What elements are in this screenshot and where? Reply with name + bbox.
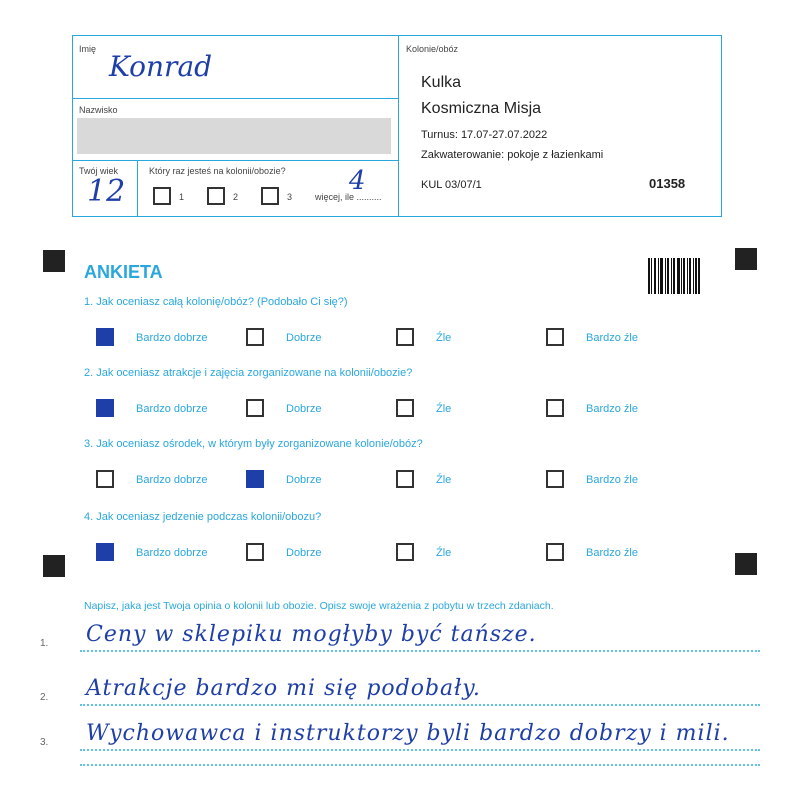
question-1-text: 1. Jak oceniasz całą kolonię/obóz? (Podobało Ci się?) [84,296,348,308]
camp-code: KUL 03/07/1 [421,179,482,191]
opinion-answer[interactable]: Ceny w sklepiku mogłyby być tańsze. [86,622,537,647]
dotted-line [80,650,760,652]
zakwaterowanie: Zakwaterowanie: pokoje z łazienkami [421,149,604,161]
barcode-icon [648,258,700,294]
redacted-surname [77,118,391,154]
imie-value[interactable]: Konrad [109,50,213,83]
question-4-option-2: Dobrze [286,547,322,559]
question-2-text: 2. Jak oceniasz atrakcje i zajęcia zorganizowane na kolonii/obozie? [84,367,413,379]
question-2-option-4: Bardzo źle [586,403,638,415]
opinion-answer[interactable]: Wychowawca i instruktorzy byli bardzo dobrzy i mili. [86,721,730,746]
registration-mark [43,555,65,577]
visit-checkbox-3[interactable] [261,187,279,205]
question-2-checkbox-3[interactable] [396,399,414,417]
survey-title: ANKIETA [84,262,163,282]
question-4-text: 4. Jak oceniasz jedzenie podczas kolonii/obozu? [84,511,322,523]
opinion-line-number: 1. [40,638,49,649]
registration-mark [43,250,65,272]
dotted-line [80,704,760,706]
camp-name: Kulka [421,74,462,91]
visit-option-3: 3 [287,192,293,202]
opinion-line-number: 2. [40,692,49,703]
question-1-checkbox-1[interactable] [96,328,114,346]
wiecej-label: więcej, ile .......... [315,192,382,202]
nazwisko-label: Nazwisko [79,105,118,115]
question-1-checkbox-3[interactable] [396,328,414,346]
question-4-checkbox-3[interactable] [396,543,414,561]
question-3-option-2: Dobrze [286,474,322,486]
dotted-line [80,749,760,751]
question-2-option-3: Źle [436,403,452,415]
wiek-label: Twój wiek [79,166,119,176]
question-3-checkbox-4[interactable] [546,470,564,488]
question-2-option-1: Bardzo dobrze [136,403,208,415]
opinion-prompt: Napisz, jaka jest Twoja opinia o kolonii lub obozie. Opisz swoje wrażenia z pobytu w trzech zdaniach. [84,600,554,612]
question-2-option-2: Dobrze [286,403,322,415]
question-2-checkbox-2[interactable] [246,399,264,417]
question-2-checkbox-4[interactable] [546,399,564,417]
opinion-line-number: 3. [40,737,49,748]
row-divider [73,98,398,99]
form-number: 01358 [649,176,686,191]
kolonia-label: Kolonie/obóz [406,44,459,54]
question-4-checkbox-4[interactable] [546,543,564,561]
visit-checkbox-1[interactable] [153,187,171,205]
wiek-value[interactable]: 12 [87,174,126,209]
visit-checkbox-2[interactable] [207,187,225,205]
age-divider [137,160,138,216]
question-4-checkbox-2[interactable] [246,543,264,561]
question-3-checkbox-3[interactable] [396,470,414,488]
question-3-checkbox-1[interactable] [96,470,114,488]
question-3-option-1: Bardzo dobrze [136,474,208,486]
ktory-raz-label: Który raz jesteś na kolonii/obozie? [149,166,286,176]
question-1-option-2: Dobrze [286,332,322,344]
visit-option-1: 1 [179,192,185,202]
question-4-checkbox-1[interactable] [96,543,114,561]
question-4-option-1: Bardzo dobrze [136,547,208,559]
imie-label: Imię [79,44,97,54]
wiecej-value[interactable]: 4 [349,166,366,196]
question-1-checkbox-4[interactable] [546,328,564,346]
registration-mark [735,248,757,270]
question-3-checkbox-2[interactable] [246,470,264,488]
question-1-checkbox-2[interactable] [246,328,264,346]
question-1-option-4: Bardzo źle [586,332,638,344]
registration-mark [735,553,757,575]
question-3-text: 3. Jak oceniasz ośrodek, w którym były zorganizowane kolonie/obóz? [84,438,423,450]
question-3-option-4: Bardzo źle [586,474,638,486]
question-3-option-3: Źle [436,474,452,486]
camp-program: Kosmiczna Misja [421,100,542,117]
question-2-checkbox-1[interactable] [96,399,114,417]
row-divider [73,160,398,161]
header-divider [398,36,399,216]
question-1-option-1: Bardzo dobrze [136,332,208,344]
question-4-option-4: Bardzo źle [586,547,638,559]
question-4-option-3: Źle [436,547,452,559]
opinion-answer[interactable]: Atrakcje bardzo mi się podobały. [86,676,481,701]
dotted-line [80,764,760,766]
turnus: Turnus: 17.07-27.07.2022 [421,129,548,141]
visit-option-2: 2 [233,192,239,202]
question-1-option-3: Źle [436,332,452,344]
header-form [72,35,722,217]
